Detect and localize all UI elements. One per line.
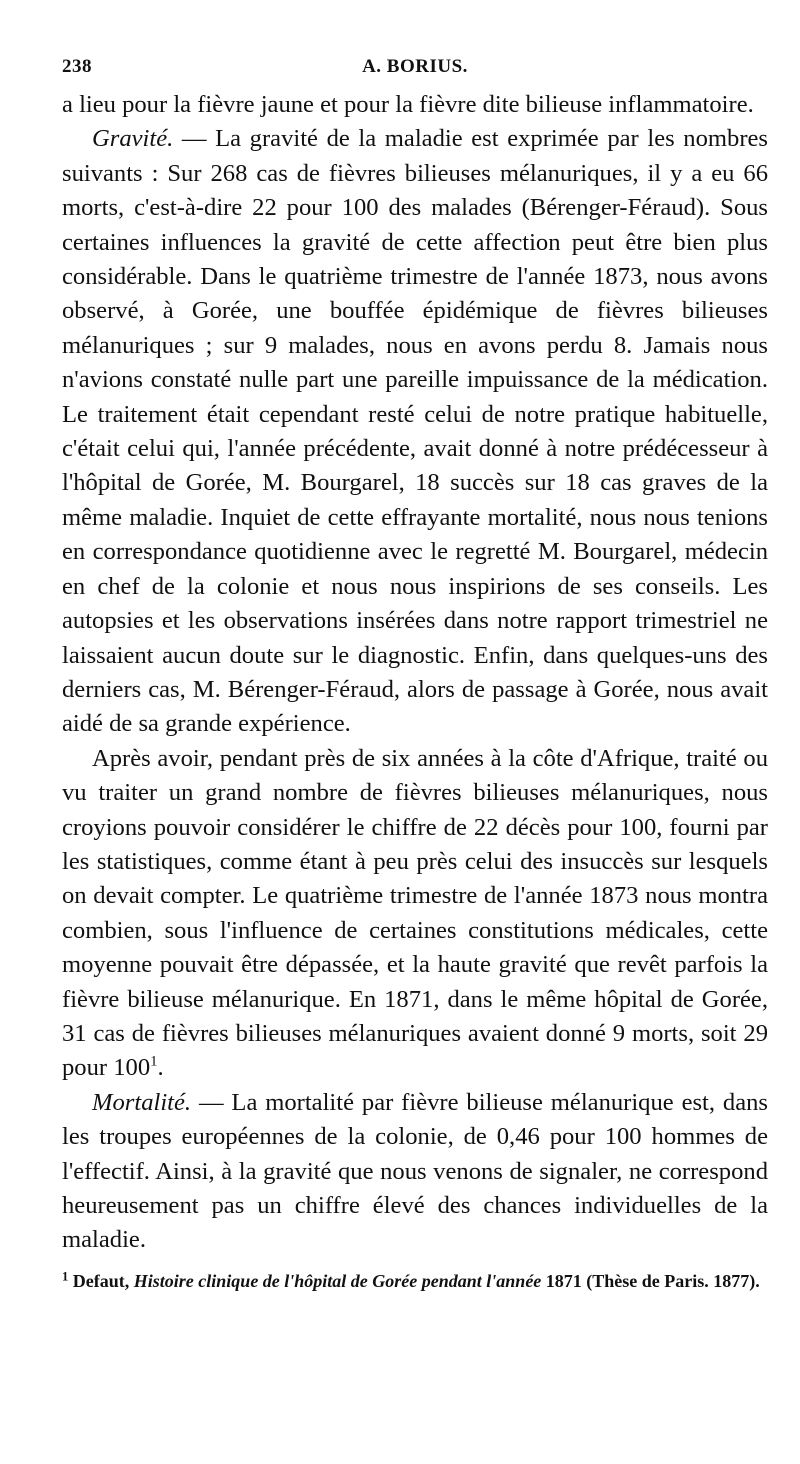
section-term-mortalite: Mortalité. [92, 1088, 192, 1116]
paragraph-end: . [157, 1054, 164, 1082]
footnote-details: 1871 (Thèse de Paris. 1877). [541, 1270, 760, 1291]
paragraph-mortalite [62, 1086, 768, 1258]
footnote [62, 1268, 768, 1294]
footnote-marker: 1 [62, 1269, 69, 1284]
paragraph-text: — La mortalité par fièvre bilieuse mélanurique est, dans les troupes européennes de la colonie, de 0,46 pour 100 hommes de l'effectif. Ainsi, à la gravité que nous venons de signaler, ne correspond heureusement pas un chiffre élevé des chances individuelles de la maladie. [62, 1088, 768, 1254]
paragraph-text: — La gravité de la maladie est exprimée par les nombres suivants : Sur 268 cas de fièvres bilieuses mélanuriques, il y a eu 66 morts, c'est-à-dire 22 pour 100 des malades (Bérenger-Féraud). Sous certaines influences la gravité de cette affection peut être bien plus considérable. Dans le quatrième trimestre de l'année 1873, nous avons observé, à Gorée, une bouffée épidémique de fièvres bilieuses mélanuriques ; sur 9 malades, nous en avons perdu 8. Jamais nous n'avions constaté nulle part une pareille impuissance de la médication. Le traitement était cependant resté celui de notre pratique habituelle, c'était celui qui, l'année précédente, avait donné à notre prédécesseur à l'hôpital de Gorée, M. Bourgarel, 18 succès sur 18 cas graves de la même maladie. Inquiet de cette effrayante mortalité, nous nous tenions en correspondance quotidienne avec le regretté M. Bourgarel, médecin en chef de la colonie et nous nous inspirions de ses conseils. Les autopsies et les observations insérées dans notre rapport trimestriel ne laissaient aucun doute sur le diagnostic. Enfin, dans quelques-uns des derniers cas, M. Bérenger-Féraud, alors de passage à Gorée, nous avait aidé de sa grande expérience. [62, 125, 768, 738]
footnote-author: Defaut, [68, 1270, 134, 1291]
paragraph-text: a lieu pour la fièvre jaune et pour la fièvre dite bilieuse inflammatoire. [62, 91, 754, 118]
body-text [62, 88, 768, 1258]
section-term-gravite: Gravité. [92, 125, 174, 153]
page-number: 238 [62, 56, 92, 77]
running-head: A. BORIUS. [362, 56, 468, 77]
paragraph-apres-avoir [62, 742, 768, 1086]
page-header [62, 56, 768, 88]
paragraph-continuation [62, 88, 768, 122]
paragraph-gravite [62, 122, 768, 741]
footnote-title: Histoire clinique de l'hôpital de Gorée pendant l'année [133, 1270, 542, 1291]
footnote-reference[interactable]: 1 [150, 1053, 158, 1070]
document-page [62, 56, 768, 1294]
paragraph-text: Après avoir, pendant près de six années à la côte d'Afrique, traité ou vu traiter un grand nombre de fièvres bilieuses mélanuriques, nous croyions pouvoir considérer le chiffre de 22 décès pour 100, fourni par les statistiques, comme étant à peu près celui des insuccès sur lesquels on devait compter. Le quatrième trimestre de l'année 1873 nous montra combien, sous l'influence de certaines constitutions médicales, cette moyenne pouvait être dépassée, et la haute gravité que revêt parfois la fièvre bilieuse mélanurique. En 1871, dans le même hôpital de Gorée, 31 cas de fièvres bilieuses mélanuriques avaient donné 9 morts, soit 29 pour 100 [62, 744, 768, 1082]
